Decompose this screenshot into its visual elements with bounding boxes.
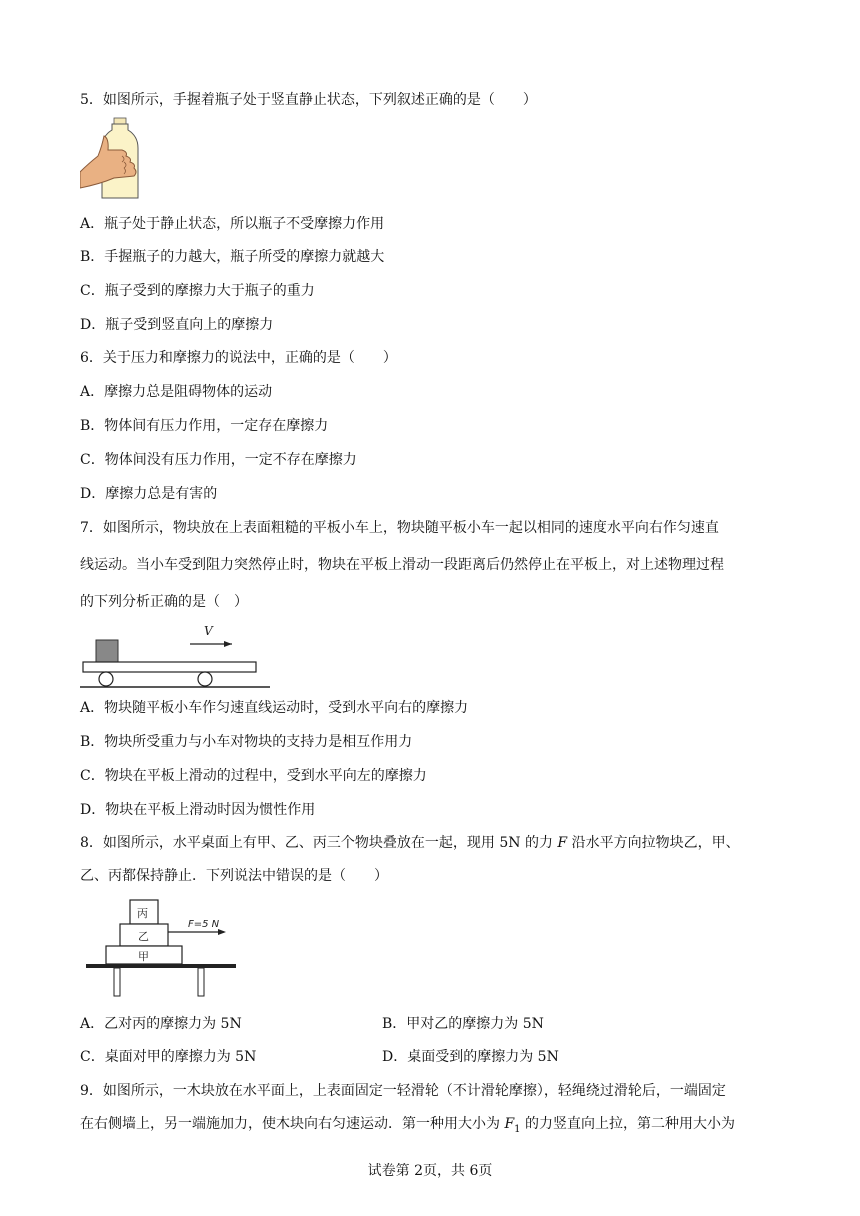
velocity-label: V bbox=[204, 624, 213, 638]
q9-stem-part1: 在右侧墙上，另一端施加力，使木块向右匀速运动．第一种用大小为 bbox=[80, 1116, 505, 1132]
q8-option-c: C．桌面对甲的摩擦力为 5N bbox=[80, 1049, 257, 1065]
q8-figure-stacked-blocks bbox=[86, 898, 238, 998]
q7-stem-line3: 的下列分析正确的是（ ） bbox=[80, 594, 248, 610]
q8-option-b: B．甲对乙的摩擦力为 5N bbox=[382, 1016, 544, 1032]
q9-stem-line2 bbox=[80, 1114, 735, 1140]
q5-option-c: C．瓶子受到的摩擦力大于瓶子的重力 bbox=[80, 283, 315, 299]
q6-option-b: B．物体间有压力作用，一定存在摩擦力 bbox=[80, 418, 329, 434]
q7-option-a: A．物块随平板小车作匀速直线运动时，受到水平向右的摩擦力 bbox=[80, 700, 469, 716]
cart-board bbox=[83, 662, 256, 672]
q7-option-c: C．物块在平板上滑动的过程中，受到水平向左的摩擦力 bbox=[80, 768, 427, 784]
q6-option-c: C．物体间没有压力作用，一定不存在摩擦力 bbox=[80, 452, 357, 468]
label-bing: 丙 bbox=[137, 907, 148, 920]
q7-figure-cart bbox=[80, 620, 272, 690]
q8-force-symbol: F bbox=[557, 835, 568, 851]
table-top bbox=[86, 964, 236, 968]
wheel-left bbox=[99, 672, 113, 686]
q7-option-d: D．物块在平板上滑动时因为惯性作用 bbox=[80, 802, 316, 818]
q5-option-a: A．瓶子处于静止状态，所以瓶子不受摩擦力作用 bbox=[80, 216, 385, 232]
q8-stem-line1 bbox=[80, 833, 740, 853]
q9-stem-line1: 9．如图所示，一木块放在水平面上，上表面固定一轻滑轮（不计滑轮摩擦），轻绳绕过滑轮后，一端固定 bbox=[80, 1083, 726, 1099]
label-jia: 甲 bbox=[138, 950, 149, 963]
q7-option-b: B．物块所受重力与小车对物块的支持力是相互作用力 bbox=[80, 734, 413, 750]
table-leg-right bbox=[198, 968, 204, 996]
q8-option-d: D．桌面受到的摩擦力为 5N bbox=[382, 1049, 559, 1065]
q6-stem: 6．关于压力和摩擦力的说法中，正确的是（ ） bbox=[80, 350, 397, 366]
q7-stem-line2: 线运动。当小车受到阻力突然停止时，物块在平板上滑动一段距离后仍然停止在平板上，对上述物理过程 bbox=[80, 557, 724, 573]
force-label: F=5 N bbox=[188, 919, 220, 930]
q9-stem-part2: 的力竖直向上拉，第二种用大小为 bbox=[520, 1116, 735, 1132]
q5-stem: 5．如图所示，手握着瓶子处于竖直静止状态，下列叙述正确的是（ ） bbox=[80, 92, 537, 108]
q9-force-symbol: F bbox=[504, 1116, 515, 1132]
q5-option-b: B．手握瓶子的力越大，瓶子所受的摩擦力就越大 bbox=[80, 249, 385, 265]
q8-stem-part1: 8．如图所示，水平桌面上有甲、乙、丙三个物块叠放在一起，现用 5N 的力 bbox=[80, 835, 558, 851]
page-footer: 试卷第 2页，共 6页 bbox=[367, 1163, 493, 1179]
q8-stem-part2: 沿水平方向拉物块乙，甲、 bbox=[567, 835, 740, 851]
q7-stem-line1: 7．如图所示，物块放在上表面粗糙的平板小车上，物块随平板小车一起以相同的速度水平向右作匀速直 bbox=[80, 520, 719, 536]
q9-force-subscript: 1 bbox=[514, 1123, 521, 1135]
block bbox=[96, 640, 118, 662]
q8-option-a: A．乙对丙的摩擦力为 5N bbox=[80, 1016, 242, 1032]
label-yi: 乙 bbox=[138, 930, 149, 943]
wheel-right bbox=[198, 672, 212, 686]
q6-option-a: A．摩擦力总是阻碍物体的运动 bbox=[80, 384, 273, 400]
q5-figure-hand-bottle bbox=[80, 116, 144, 202]
q8-stem-line2: 乙、丙都保持静止．下列说法中错误的是（ ） bbox=[80, 868, 388, 884]
q6-option-d: D．摩擦力总是有害的 bbox=[80, 486, 218, 502]
q5-option-d: D．瓶子受到竖直向上的摩擦力 bbox=[80, 317, 274, 333]
table-leg-left bbox=[114, 968, 120, 996]
